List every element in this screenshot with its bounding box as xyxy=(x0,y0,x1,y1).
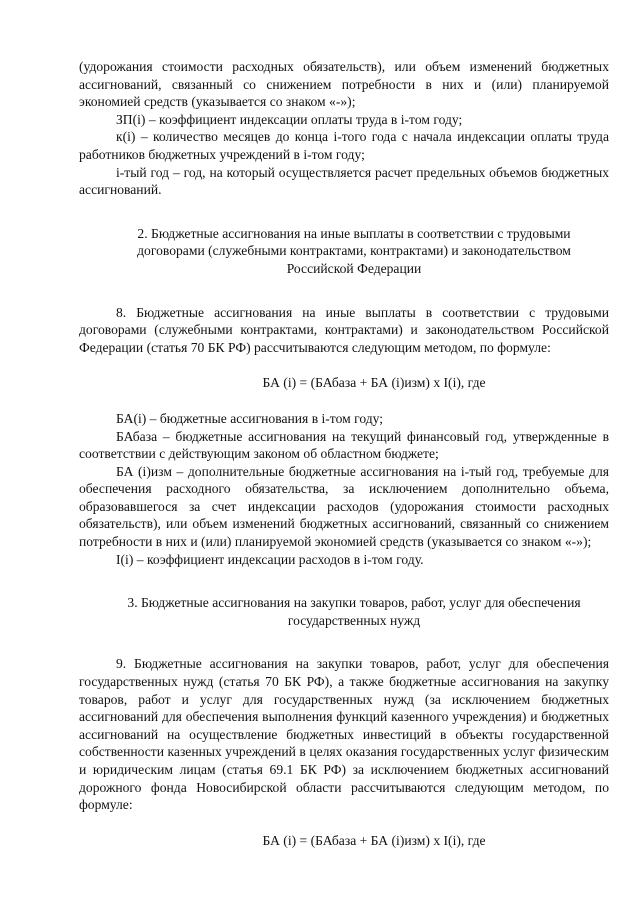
definition-year: i-тый год – год, на который осуществляется расчет предельных объемов бюджетных ассигнований. xyxy=(79,164,609,198)
definition-k: к(i) – количество месяцев до конца i-того года с начала индексации оплаты труда работников бюджетных учреждений в i-том году; xyxy=(79,129,609,162)
paragraph-8: 8. Бюджетные ассигнования на иные выплаты в соответствии с трудовыми договорами (служебными контрактами, контрактами) и законодательством Российской Федерации (статья 70 БК РФ) рассчитываются следующим методом, по формуле: xyxy=(79,304,609,355)
definition-ba-izm: БА (i)изм – дополнительные бюджетные ассигнования на i-тый год, требуемые для обеспечения расходного обязательства, за исключением дополнительно объема, образовавшегося за счет индексации расходов (удорожания стоимости расходных обязательств), или объем изменений бюджетных ассигнований, связанный со снижением потребности в них и (или) планируемой экономией средств (указывается со знаком «-»); xyxy=(79,463,609,550)
section-2-heading: 2. Бюджетные ассигнования на иные выплаты в соответствии с трудовыми договорами (служебными контрактами, контрактами) и законодательством Российской Федерации xyxy=(137,225,571,276)
formula-section-3: БА (i) = (БАбаза + БА (i)изм) х I(i), где xyxy=(262,832,486,848)
paragraph-continued: (удорожания стоимости расходных обязательств), или объем изменений бюджетных ассигнований, связанный со снижением потребности в них и (или) планируемой экономией средств (указывается со знаком «-»); xyxy=(79,59,609,110)
definition-index: I(i) – коэффициент индексации расходов в i-том году. xyxy=(116,551,424,567)
document-page xyxy=(79,58,609,849)
paragraph-9: 9. Бюджетные ассигнования на закупки товаров, работ, услуг для обеспечения государственных нужд (статья 70 БК РФ), а также бюджетные ассигнования на закупку товаров, работ и услуг для государственных нужд (за исключением бюджетных ассигнований для обеспечения выполнения функций казенного учреждения) и бюджетных ассигнований на осуществление бюджетных инвестиций в объекты государственной собственности казенных учреждений в целях оказания государственных услуг физическим и юридическим лицам (статья 69.1 БК РФ) за исключением бюджетных ассигнований дорожного фонда Новосибирской области рассчитываются следующим методом, по формуле: xyxy=(79,656,609,813)
definition-ba-baza: БАбаза – бюджетные ассигнования на текущий финансовый год, утвержденные в соответствии с действующим законом об областном бюджете; xyxy=(79,428,609,462)
definition-ba: БА(i) – бюджетные ассигнования в i-том году; xyxy=(116,410,384,426)
definition-zp: ЗП(i) – коэффициент индексации оплаты труда в i-том году; xyxy=(116,111,463,127)
formula-section-2: БА (i) = (БАбаза + БА (i)изм) х I(i), где xyxy=(262,375,486,391)
section-3-heading: 3. Бюджетные ассигнования на закупки товаров, работ, услуг для обеспечения государственных нужд xyxy=(127,595,581,628)
